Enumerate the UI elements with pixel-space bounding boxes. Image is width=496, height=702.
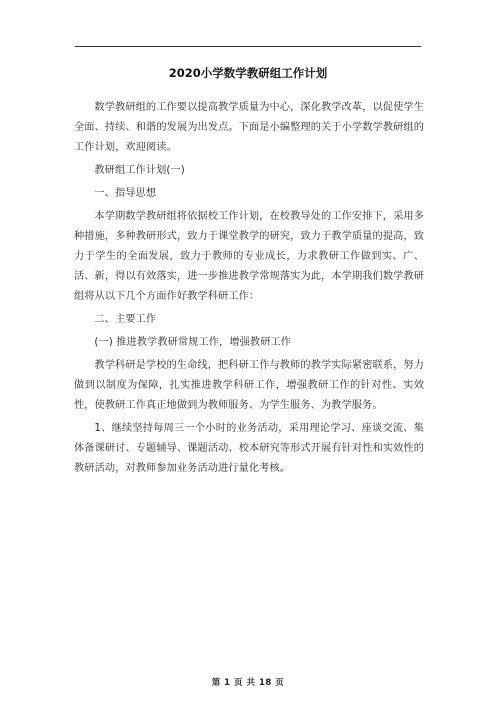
section-heading-guiding-ideology: 一、指导思想 xyxy=(94,188,157,199)
document-title: 2020小学数学教研组工作计划 xyxy=(168,66,328,80)
header-rule xyxy=(75,46,421,47)
page-number-footer: 第 1 页 共 18 页 xyxy=(211,678,285,688)
document-body xyxy=(74,98,424,482)
subsection-heading-routine-work: (一) 推进教学教研常规工作，增强教研工作 xyxy=(94,337,292,348)
section-heading-main-work: 二、主要工作 xyxy=(94,314,157,325)
research-paragraph: 教学科研是学校的生命线，把科研工作与教师的教学实际紧密联系，努力做到以制度为保障，扎实推进教学科研工作，增强教研工作的针对性、实效性，使教研工作真正地做到为教师服务、为学生服务、为教学服务。 xyxy=(74,360,424,411)
plan-heading: 教研组工作计划(一) xyxy=(94,165,185,176)
guiding-ideology-paragraph: 本学期数学教研组将依据校工作计划，在校教导处的工作安排下，采用多种措施，多种教研形式，致力于课堂教学的研究，致力于教学质量的提高，致力于学生的全面发展，致力于教师的专业成长，力求教研工作做到实、广、活、新，得以有效落实，进一步推进教学常规落实为此，本学期我们数学教研组将从以下几个方面作好教学科研工作： xyxy=(74,211,424,302)
intro-paragraph: 数学教研组的工作要以提高教学质量为中心，深化教学改革，以促使学生全面、持续、和谐的发展为出发点。下面是小编整理的关于小学数学教研组的工作计划，欢迎阅读。 xyxy=(74,102,424,153)
weekly-activity-paragraph: 1、继续坚持每周三一个小时的业务活动，采用理论学习、座谈交流、集体备课研讨、专题辅导、课题活动、校本研究等形式开展有针对性和实效性的教研活动，对教师参加业务活动进行量化考核。 xyxy=(74,423,424,474)
